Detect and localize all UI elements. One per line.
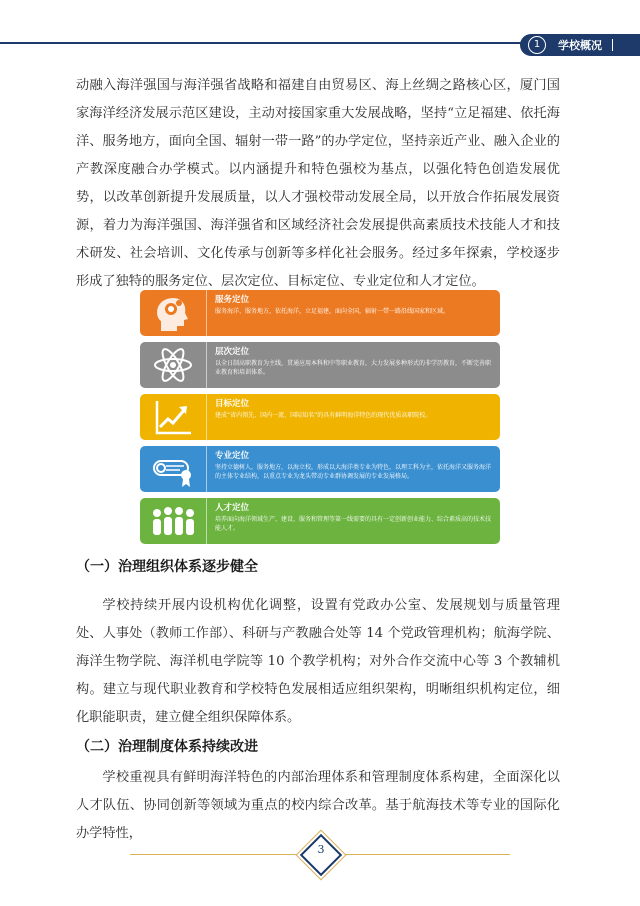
diploma-icon: [140, 446, 207, 492]
panel-description: 建成“省内领先、国内一流、国际知名”的具有鲜明海洋特色的现代优质高职院校。: [215, 412, 432, 419]
panel-talent-positioning: [140, 498, 500, 544]
panel-title: 专业定位: [215, 451, 250, 461]
head-gear-icon: [140, 290, 207, 336]
chapter-number: 1: [528, 36, 546, 54]
page-number: 3: [317, 843, 325, 856]
panel-service-positioning: [140, 290, 500, 336]
panel-major-positioning: [140, 446, 500, 492]
panel-description: 服务海洋、服务地方，依托海洋，立足福建，面向全国，辐射一带一路沿线国家和区域。: [215, 308, 450, 315]
people-group-icon: [140, 498, 207, 544]
chapter-tab: [520, 34, 640, 56]
section-heading: （一）治理组织体系逐步健全: [76, 559, 258, 575]
panel-title: 服务定位: [215, 295, 250, 305]
atom-icon: [140, 342, 207, 388]
panel-level-positioning: [140, 342, 500, 388]
chapter-title: 学校概况: [558, 39, 602, 52]
panel-goal-positioning: [140, 394, 500, 440]
section-paragraph: 学校持续开展内设机构优化调整，设置有党政办公室、发展规划与质量管理处、人事处（教师工作部）、科研与产教融合处等 14 个党政管理机构；航海学院、海洋生物学院、海洋机电学院等 10 个教学机构；对外合作交流中心等 3 个教辅机构。建立与现代职业教育和学校特色发展相适应组织架构，明晰组织机构定位，细化职能职责，建立健全组织保障体系。: [76, 598, 560, 725]
panel-title: 层次定位: [215, 347, 250, 357]
intro-paragraph: 动融入海洋强国与海洋强省战略和福建自由贸易区、海上丝绸之路核心区，厦门国家海洋经济发展示范区建设，主动对接国家重大发展战略，坚持“立足福建、依托海洋、服务地方，面向全国、辐射一带一路”的办学定位，坚持亲近产业、融入企业的产教深度融合办学模式。以内涵提升和特色强校为基点，以强化特色创造发展优势，以改革创新提升发展质量，以人才强校带动发展全局，以开放合作拓展发展资源，着力为海洋强国、海洋强省和区域经济社会发展提供高素质技术技能人才和技术研发、社会培训、文化传承与创新等多样化社会服务。经过多年探索，学校逐步形成了独特的服务定位、层次定位、目标定位、专业定位和人才定位。: [76, 78, 560, 289]
chapter-tab-divider: [612, 39, 613, 51]
panel-title: 人才定位: [215, 503, 250, 513]
panel-description: 培养面向海洋领域生产、建设、服务和管理等第一线需要的具有一定创新创业能力、综合素质高的技术技能人才。: [215, 516, 492, 532]
growth-chart-icon: [140, 394, 207, 440]
positioning-figure: [140, 290, 500, 550]
panel-description: 坚持立德树人，服务地方，以海立校，形成以大海洋类专业为特色，以理工科为主，依托海洋又服务海洋的主体专业结构，以重点专业为龙头带动专业群协调发展的专业发展格局。: [215, 464, 492, 480]
panel-description: 以全日制高职教育为主线，贯通应用本科和中等职业教育，大力发展多种形式的非学历教育，不断完善职业教育和培训体系。: [215, 360, 492, 376]
section-heading: （二）治理制度体系持续改进: [76, 739, 258, 755]
panel-title: 目标定位: [215, 399, 250, 409]
header-rule: [0, 42, 560, 44]
section-paragraph: 学校重视具有鲜明海洋特色的内部治理体系和管理制度体系构建，全面深化以人才队伍、协同创新等领域为重点的校内综合改革。基于航海技术等专业的国际化办学特性，: [76, 770, 560, 841]
